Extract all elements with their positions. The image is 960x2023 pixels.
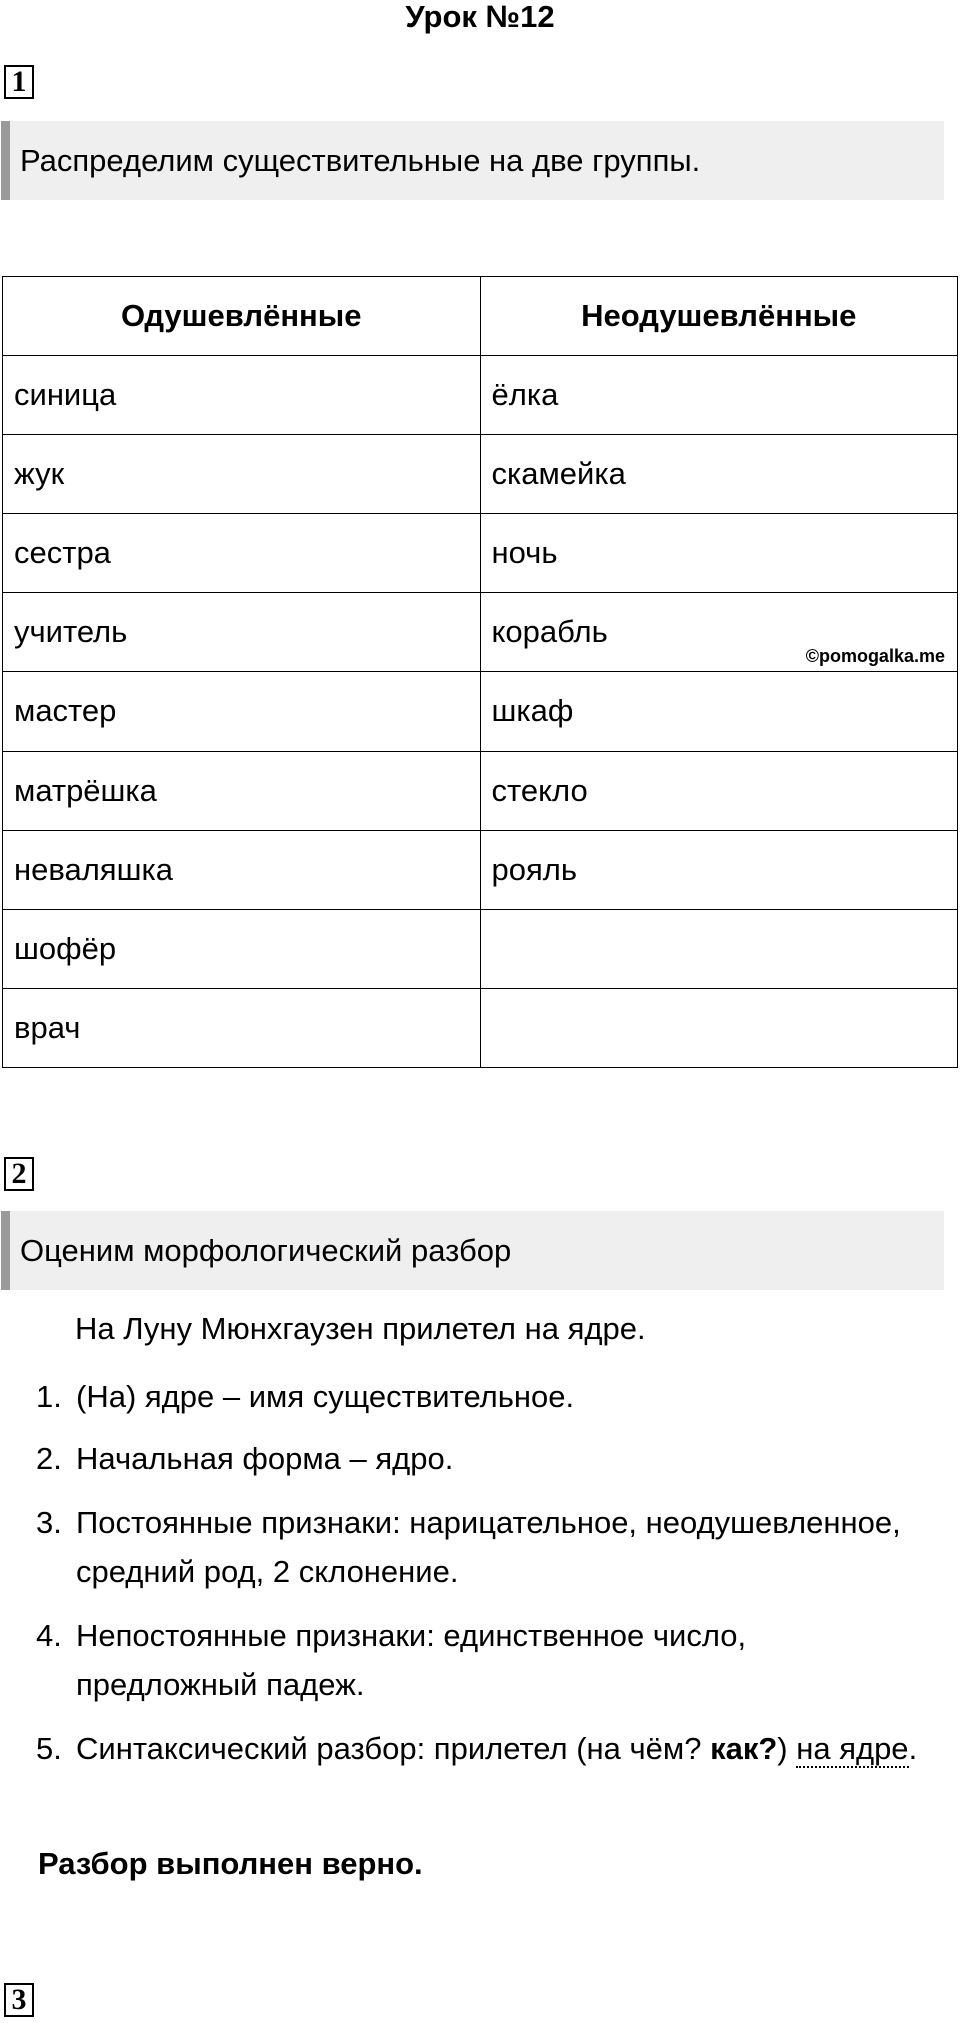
- inanimate-cell: шкаф: [480, 672, 958, 751]
- column-header-animate: Одушевлённые: [3, 277, 481, 356]
- list-item-number: 5.: [36, 1731, 62, 1766]
- inanimate-cell: стекло: [480, 751, 958, 830]
- table-header-row: [3, 277, 958, 356]
- list-item-text-prefix: Синтаксический разбор: прилетел (на чём?: [76, 1731, 711, 1766]
- inanimate-cell: рояль: [480, 830, 958, 909]
- table-row: [3, 435, 958, 514]
- list-item-number: 3.: [36, 1505, 62, 1540]
- task-2-instruction: Оценим морфологический разбор: [1, 1211, 944, 1290]
- list-item-number: 1.: [36, 1379, 62, 1414]
- task-number-1: 1: [4, 65, 34, 99]
- list-item-text-end: .: [908, 1731, 918, 1766]
- table-row: [3, 830, 958, 909]
- list-item: [36, 1372, 936, 1421]
- list-item: [36, 1724, 936, 1773]
- analysis-list: [36, 1372, 936, 1788]
- inanimate-cell: [480, 988, 958, 1067]
- list-item: [36, 1498, 936, 1596]
- animate-cell: шофёр: [3, 909, 481, 988]
- animate-cell: синица: [3, 356, 481, 435]
- page-title: Урок №12: [405, 0, 555, 34]
- inanimate-cell-text: корабль: [491, 614, 608, 650]
- list-item-text-suffix: ): [777, 1731, 797, 1766]
- analyzed-sentence: На Луну Мюнхгаузен прилетел на ядре.: [75, 1311, 646, 1346]
- animate-cell: сестра: [3, 514, 481, 593]
- animate-cell: учитель: [3, 593, 481, 672]
- table-row: [3, 988, 958, 1067]
- inanimate-cell: скамейка: [480, 435, 958, 514]
- inanimate-cell: [480, 593, 958, 672]
- table-row: [3, 672, 958, 751]
- list-item-bold-question: как?: [710, 1731, 778, 1766]
- animate-cell: мастер: [3, 672, 481, 751]
- table-row: [3, 593, 958, 672]
- list-item-number: 2.: [36, 1441, 62, 1476]
- list-item-text: Непостоянные признаки: единственное число, предложный падеж.: [76, 1618, 747, 1702]
- animate-cell: врач: [3, 988, 481, 1067]
- list-item-number: 4.: [36, 1618, 62, 1653]
- list-item: [36, 1434, 936, 1483]
- animate-cell: неваляшка: [3, 830, 481, 909]
- conclusion: Разбор выполнен верно.: [38, 1846, 423, 1881]
- nouns-table: [2, 276, 958, 1068]
- task-1-instruction: Распределим существительные на две группы.: [1, 121, 944, 200]
- inanimate-cell: ночь: [480, 514, 958, 593]
- inanimate-cell: ёлка: [480, 356, 958, 435]
- list-item-text: (На) ядре – имя существительное.: [76, 1379, 575, 1414]
- inanimate-cell: [480, 909, 958, 988]
- adverbial-modifier-underline: на ядре: [796, 1731, 909, 1766]
- animate-cell: матрёшка: [3, 751, 481, 830]
- column-header-inanimate: Неодушевлённые: [480, 277, 958, 356]
- task-number-2: 2: [4, 1157, 34, 1191]
- list-item-text: Начальная форма – ядро.: [76, 1441, 454, 1476]
- table-row: [3, 909, 958, 988]
- list-item-text: Постоянные признаки: нарицательное, неодушевленное, средний род, 2 склонение.: [76, 1505, 901, 1589]
- table-row: [3, 514, 958, 593]
- table-row: [3, 356, 958, 435]
- watermark: ©pomogalka.me: [805, 646, 945, 667]
- animate-cell: жук: [3, 435, 481, 514]
- task-number-3: 3: [4, 1983, 34, 2017]
- table-row: [3, 751, 958, 830]
- list-item: [36, 1611, 936, 1709]
